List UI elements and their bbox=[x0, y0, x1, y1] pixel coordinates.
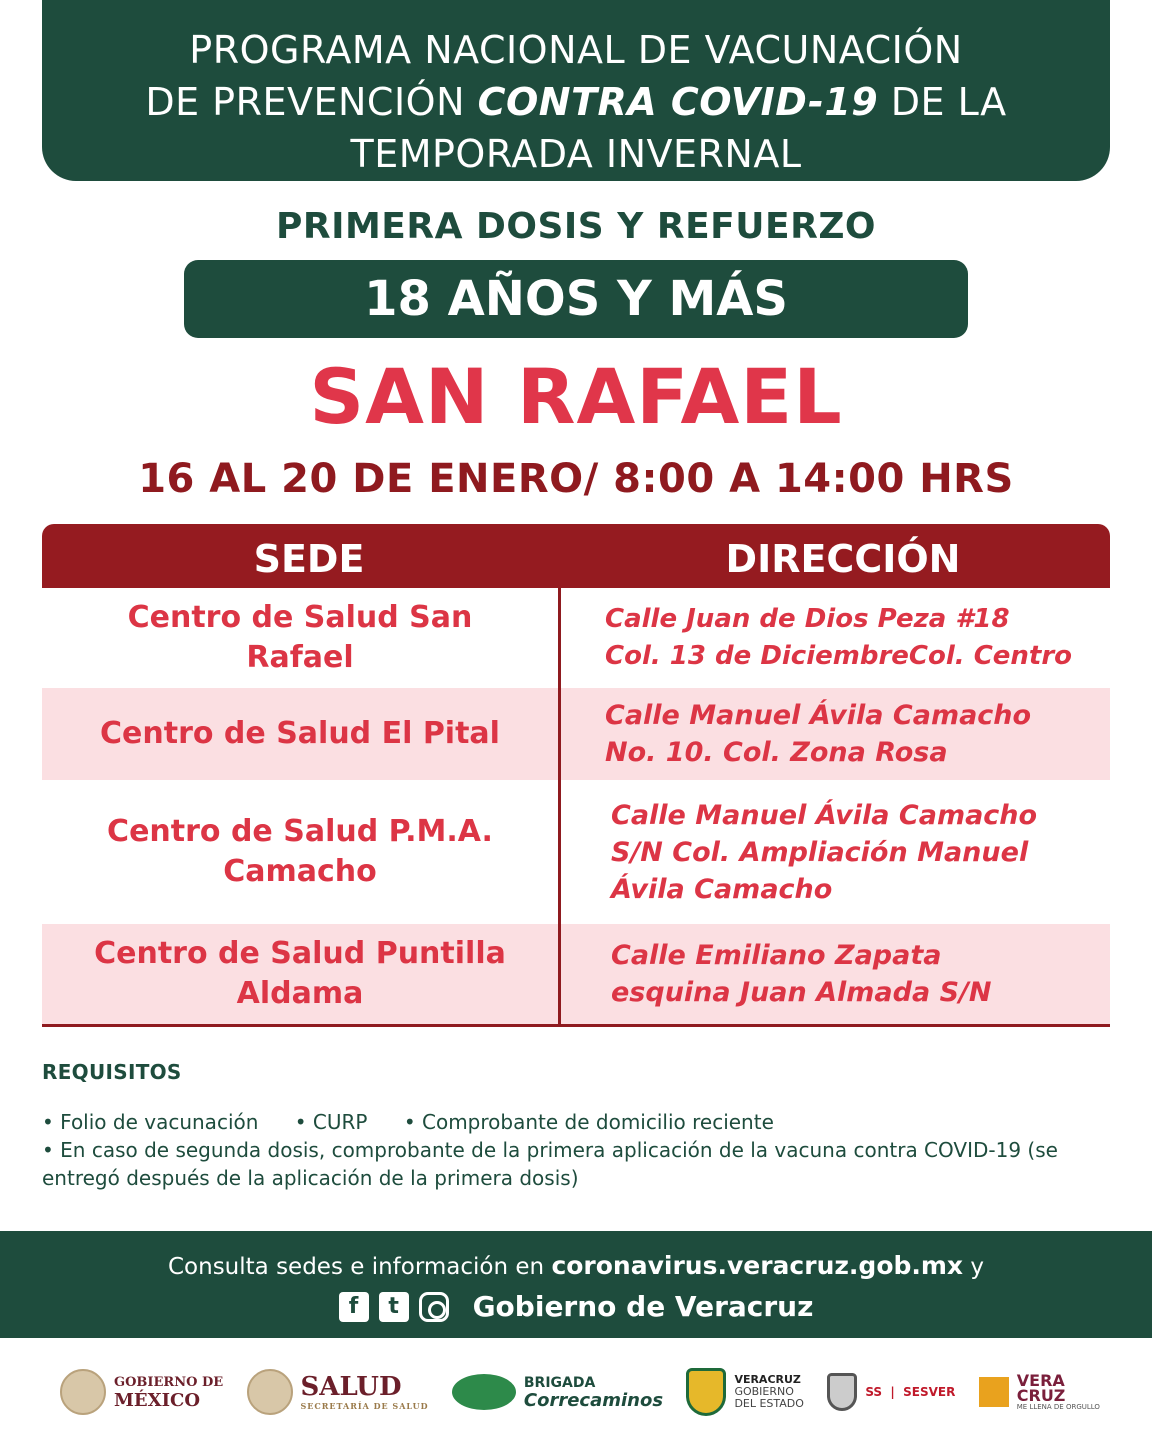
sede-cell: Centro de Salud San Rafael bbox=[42, 588, 561, 688]
direccion-cell: Calle Emiliano Zapata esquina Juan Almada S/N bbox=[611, 940, 992, 1008]
requirements-title: REQUISITOS bbox=[42, 1060, 182, 1084]
instagram-icon[interactable] bbox=[419, 1292, 449, 1322]
table-row bbox=[42, 780, 1110, 924]
req-curp: • CURP bbox=[294, 1110, 368, 1134]
requirements-list bbox=[42, 1108, 1112, 1192]
header-line-2: DE PREVENCIÓN CONTRA COVID-19 DE LA bbox=[145, 80, 1007, 124]
sesver-logo: SS | SESVER bbox=[827, 1373, 955, 1411]
dose-subtitle: PRIMERA DOSIS Y REFUERZO bbox=[275, 206, 877, 247]
veracruz-gobierno-logo: VERACRUZ GOBIERNO DEL ESTADO bbox=[686, 1368, 804, 1416]
city-title: SAN RAFAEL bbox=[309, 352, 843, 441]
table-row bbox=[42, 688, 1110, 780]
sede-cell: Centro de Salud El Pital bbox=[42, 688, 561, 780]
footer-band bbox=[0, 1231, 1152, 1338]
table-row bbox=[42, 588, 1110, 688]
pattern-icon bbox=[979, 1377, 1009, 1407]
website-link[interactable]: coronavirus.veracruz.gob.mx bbox=[551, 1251, 964, 1280]
logo-strip bbox=[60, 1362, 1100, 1422]
req-domicilio: • Comprobante de domicilio reciente bbox=[403, 1110, 774, 1134]
header-line-3: TEMPORADA INVERNAL bbox=[350, 132, 802, 176]
veracruz-shield-icon bbox=[827, 1373, 857, 1411]
eagle-seal-icon bbox=[247, 1369, 293, 1415]
header-sede: SEDE bbox=[253, 537, 365, 581]
brigada-correcaminos-logo: BRIGADA Correcaminos bbox=[452, 1374, 663, 1411]
req-second-dose: • En caso de segunda dosis, comprobante de la primera aplicación de la vacuna contra COVID-19 (se entregó después de la aplicación de la primera dosis) bbox=[42, 1138, 1058, 1190]
twitter-icon[interactable]: t bbox=[379, 1292, 409, 1322]
age-group-badge: 18 AÑOS Y MÁS bbox=[184, 260, 968, 338]
sede-cell: Centro de Salud P.M.A. Camacho bbox=[42, 780, 561, 924]
header-emphasis: CONTRA COVID-19 bbox=[477, 80, 879, 124]
veracruz-shield-icon bbox=[686, 1368, 726, 1416]
facebook-icon[interactable]: f bbox=[339, 1292, 369, 1322]
header-direccion: DIRECCIÓN bbox=[725, 537, 961, 581]
header-line-1: PROGRAMA NACIONAL DE VACUNACIÓN bbox=[189, 28, 963, 72]
direccion-cell: Calle Juan de Dios Peza #18 Col. 13 de DiciembreCol. Centro bbox=[605, 604, 1073, 671]
gobierno-mexico-logo: GOBIERNO DE MÉXICO bbox=[60, 1369, 223, 1415]
direccion-cell: Calle Manuel Ávila Camacho No. 10. Col. Zona Rosa bbox=[605, 700, 1032, 768]
sede-cell: Centro de Salud Puntilla Aldama bbox=[42, 924, 561, 1024]
header-banner bbox=[42, 0, 1110, 181]
eagle-seal-icon bbox=[60, 1369, 106, 1415]
table-header bbox=[42, 524, 1110, 588]
salud-logo: SALUD SECRETARÍA DE SALUD bbox=[247, 1369, 429, 1415]
locations-table bbox=[42, 524, 1110, 1027]
requirements-line-1 bbox=[42, 1108, 1112, 1136]
table-row bbox=[42, 924, 1110, 1027]
consult-text: Consulta sedes e información en coronavirus.veracruz.gob.mx y bbox=[167, 1251, 984, 1280]
social-account-name: Gobierno de Veracruz bbox=[472, 1290, 814, 1323]
roadrunner-icon bbox=[452, 1374, 516, 1410]
schedule-dates: 16 AL 20 DE ENERO/ 8:00 A 14:00 HRS bbox=[138, 456, 1014, 502]
req-folio: • Folio de vacunación bbox=[42, 1110, 259, 1134]
direccion-cell: Calle Manuel Ávila Camacho S/N Col. Ampliación Manuel Ávila Camacho bbox=[611, 799, 1038, 905]
social-row bbox=[0, 1290, 1152, 1323]
veracruz-orgullo-logo: VERA CRUZ ME LLENA DE ORGULLO bbox=[979, 1373, 1100, 1411]
